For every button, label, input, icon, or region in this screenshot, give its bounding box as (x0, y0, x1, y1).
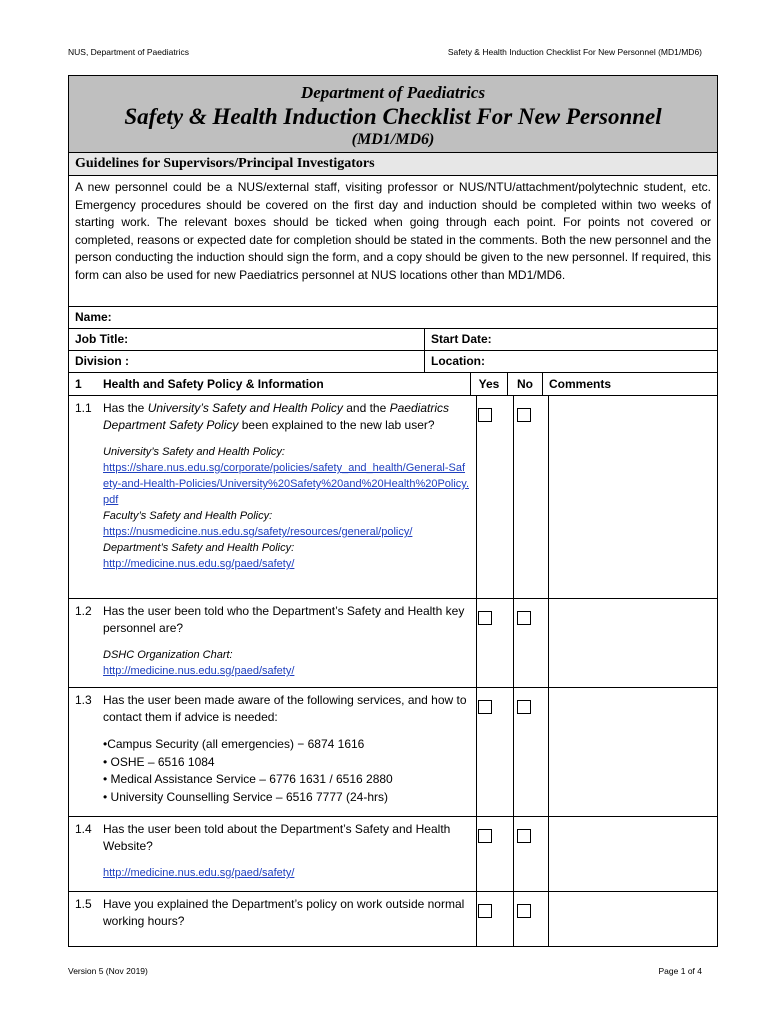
item-question: Has the user been told who the Department’s Safety and Health key personnel are? (103, 604, 465, 635)
yes-checkbox[interactable] (478, 904, 492, 918)
dshc-chart-label: DSHC Organization Chart: (103, 649, 233, 661)
page-header-right: Safety & Health Induction Checklist For New Personnel (MD1/MD6) (447, 47, 702, 57)
comments-cell[interactable] (549, 817, 717, 891)
no-checkbox[interactable] (517, 700, 531, 714)
item-number: 1.2 (75, 604, 92, 618)
service-medical-assistance: • Medical Assistance Service – 6776 1631 / 6516 2880 (103, 772, 393, 786)
section-header (68, 373, 718, 396)
faculty-policy-link[interactable]: https://nusmedicine.nus.edu.sg/safety/resources/general/policy/ (103, 526, 413, 538)
location-field-label[interactable]: Location: (431, 354, 485, 368)
item-number: 1.4 (75, 822, 92, 836)
comments-cell[interactable] (549, 599, 717, 687)
comments-cell[interactable] (549, 892, 717, 946)
department-title: Department of Paediatrics (300, 83, 486, 102)
dshc-chart-link[interactable]: http://medicine.nus.edu.sg/paed/safety/ (103, 665, 295, 677)
item-number: 1.5 (75, 897, 92, 911)
form-title: Safety & Health Induction Checklist For New Personnel (124, 104, 662, 129)
university-policy-label: University’s Safety and Health Policy: (103, 446, 285, 458)
item-number: 1.3 (75, 693, 92, 707)
yes-checkbox[interactable] (478, 611, 492, 625)
title-banner (68, 75, 718, 153)
item-question: Has the user been made aware of the following services, and how to contact them if advice is needed: (103, 693, 467, 724)
no-column-header: No (508, 373, 543, 395)
department-policy-label: Department’s Safety and Health Policy: (103, 542, 295, 554)
service-campus-security: •Campus Security (all emergencies) − 6874 1616 (103, 737, 365, 751)
comments-cell[interactable] (549, 688, 717, 816)
yes-checkbox[interactable] (478, 408, 492, 422)
no-checkbox[interactable] (517, 904, 531, 918)
department-policy-link[interactable]: http://medicine.nus.edu.sg/paed/safety/ (103, 558, 295, 570)
footer-version: Version 5 (Nov 2019) (68, 966, 148, 976)
job-title-row (68, 329, 718, 351)
item-question: Has the user been told about the Department’s Safety and Health Website? (103, 822, 451, 853)
guidelines-body: A new personnel could be a NUS/external staff, visiting professor or NUS/NTU/attachment/polytechnic student, etc. Emergency procedures should be covered on the first day and induction should be completed within two weeks of starting work. The relevant boxes should be ticked when going through each point. For points not covered or completed, reasons or expected date for completion should be stated in the comments. Both the new personnel and the person conducting the induction should sign the form, and a copy should be given to the new personnel. If required, this form can also be used for new Paediatrics personnel at NUS locations other than MD1/MD6. (68, 176, 718, 307)
no-checkbox[interactable] (517, 829, 531, 843)
section-number: 1 (75, 377, 82, 391)
division-row (68, 351, 718, 373)
yes-column-header: Yes (471, 373, 508, 395)
name-row (68, 307, 718, 329)
safety-website-link[interactable]: http://medicine.nus.edu.sg/paed/safety/ (103, 867, 295, 879)
name-field-label[interactable]: Name: (75, 310, 112, 324)
no-checkbox[interactable] (517, 611, 531, 625)
yes-checkbox[interactable] (478, 829, 492, 843)
page-header-left: NUS, Department of Paediatrics (68, 47, 189, 57)
footer-page-number: Page 1 of 4 (658, 966, 702, 976)
division-field-label[interactable]: Division : (69, 351, 425, 372)
item-question: Has the University’s Safety and Health Policy and the Paediatrics Department Safety Policy been explained to the new lab user? (103, 401, 449, 432)
comments-cell[interactable] (549, 396, 717, 598)
comments-column-header: Comments (549, 377, 612, 391)
yes-checkbox[interactable] (478, 700, 492, 714)
start-date-field-label[interactable]: Start Date: (431, 332, 492, 346)
no-checkbox[interactable] (517, 408, 531, 422)
item-number: 1.1 (75, 401, 92, 415)
checklist-document (68, 75, 718, 947)
faculty-policy-label: Faculty’s Safety and Health Policy: (103, 510, 273, 522)
checklist-item-1-1 (68, 396, 718, 599)
form-code: (MD1/MD6) (351, 131, 435, 148)
section-title: Health and Safety Policy & Information (103, 377, 324, 391)
checklist-item-1-3 (68, 688, 718, 817)
checklist-item-1-4 (68, 817, 718, 892)
job-title-field-label[interactable]: Job Title: (69, 329, 425, 350)
service-oshe: • OSHE – 6516 1084 (103, 754, 215, 769)
guidelines-heading: Guidelines for Supervisors/Principal Investigators (68, 153, 718, 176)
checklist-item-1-2 (68, 599, 718, 688)
service-counselling: • University Counselling Service – 6516 7777 (24-hrs) (103, 789, 389, 804)
services-list (75, 736, 470, 806)
checklist-item-1-5 (68, 892, 718, 947)
university-policy-link[interactable]: https://share.nus.edu.sg/corporate/policies/safety_and_health/General-Safety-and-Health-Policies/University%20Safety%20and%20Health%20Policy.pdf (103, 462, 470, 506)
item-question: Have you explained the Department’s policy on work outside normal working hours? (103, 897, 465, 928)
